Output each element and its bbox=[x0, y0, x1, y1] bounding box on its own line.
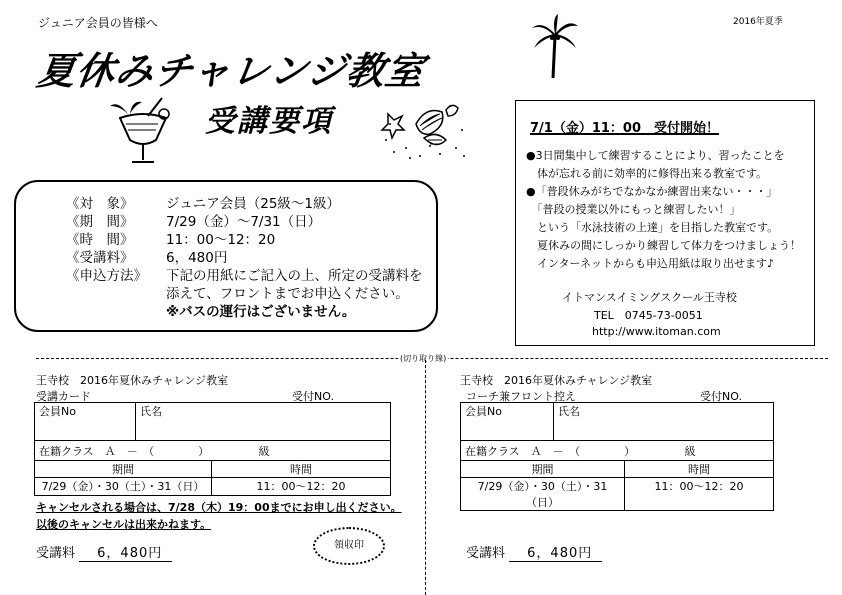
time-value: 11：00～12：20 bbox=[625, 478, 774, 511]
time-value: 11：00～12：20 bbox=[212, 478, 391, 496]
right-receipt-no: 受付NO. bbox=[700, 390, 742, 403]
period-header: 期間 bbox=[35, 461, 212, 478]
time-header: 時間 bbox=[625, 461, 774, 478]
left-fee bbox=[36, 542, 172, 562]
notice-line: インターネットからも申込用紙は取り出せます♪ bbox=[526, 257, 775, 270]
page-subtitle: 受講要項 bbox=[205, 104, 333, 139]
seashell-icon bbox=[380, 100, 468, 160]
info-value: 6，480円 bbox=[166, 250, 228, 266]
left-receipt-no: 受付NO. bbox=[292, 390, 334, 403]
info-apply-continued: 添えて、フロントまでお申込ください。 bbox=[166, 286, 409, 302]
period-header: 期間 bbox=[461, 461, 625, 478]
palm-tree-icon bbox=[530, 14, 580, 80]
info-row-time bbox=[66, 228, 275, 248]
time-header: 時間 bbox=[212, 461, 391, 478]
class-row[interactable]: 在籍クラス Ａ － （ ） 級 bbox=[35, 441, 391, 461]
registration-notice-box bbox=[515, 100, 815, 346]
fee-amount: 6，480円 bbox=[509, 542, 602, 562]
member-no-cell[interactable]: 会員No bbox=[35, 403, 136, 441]
page-title: 夏休みチャレンジ教室 bbox=[34, 49, 428, 93]
school-name: イトマンスイミングスクール王寺校 bbox=[562, 291, 737, 304]
info-label: 《時 間》 bbox=[66, 232, 134, 248]
info-value: 7/29（金）～7/31（日） bbox=[166, 214, 322, 230]
right-form-heading: 王寺校 2016年夏休みチャレンジ教室 bbox=[460, 374, 653, 387]
notice-line: という「水泳技術の上達」を目指した教室です。 bbox=[526, 221, 779, 234]
notice-line: ●「普段休みがちでなかなか練習出来ない・・・」 bbox=[526, 185, 778, 198]
info-row-period bbox=[66, 210, 321, 230]
info-value: ジュニア会員（25級～1級） bbox=[166, 196, 340, 212]
cancel-warning: キャンセルされる場合は、7/28（木）19：00までにお申し出ください。 bbox=[36, 501, 402, 514]
notice-line: 夏休みの間にしっかり練習して体力をつけましょう！ bbox=[526, 239, 801, 252]
receipt-stamp: 領収印 bbox=[313, 527, 385, 565]
cut-line-label: (切り取り線) bbox=[400, 354, 447, 363]
website-url: http://www.itoman.com bbox=[592, 325, 721, 338]
right-registration-table bbox=[460, 402, 774, 511]
tropical-drink-icon bbox=[108, 96, 178, 168]
phone-number: TEL 0745-73-0051 bbox=[594, 309, 703, 322]
fee-label: 受講料 bbox=[36, 546, 76, 561]
period-value: 7/29（金）・30（土）・31（日） bbox=[35, 478, 212, 496]
cancel-warning-2: 以後のキャンセルは出来かねます。 bbox=[36, 518, 212, 531]
period-value: 7/29（金）・30（土）・31（日） bbox=[461, 478, 625, 511]
member-no-cell[interactable]: 会員No bbox=[461, 403, 554, 441]
greeting: ジュニア会員の皆様へ bbox=[38, 16, 158, 30]
right-fee bbox=[466, 542, 602, 562]
left-form-heading: 王寺校 2016年夏休みチャレンジ教室 bbox=[36, 374, 229, 387]
notice-line: 「普段の授業以外にもっと練習したい！」 bbox=[526, 203, 741, 216]
info-label: 《申込方法》 bbox=[66, 268, 147, 284]
info-row-target bbox=[66, 192, 340, 212]
fee-label: 受講料 bbox=[466, 546, 506, 561]
left-registration-table bbox=[34, 402, 391, 496]
fee-amount: 6，480円 bbox=[79, 542, 172, 562]
info-value: 11：00～12：20 bbox=[166, 232, 276, 248]
course-info-box bbox=[14, 180, 438, 332]
info-row-fee bbox=[66, 246, 227, 266]
right-card-label: コーチ兼フロント控え bbox=[466, 390, 576, 403]
notice-line: 体が忘れる前に効率的に修得出来る教室です。 bbox=[526, 167, 768, 180]
info-label: 《期 間》 bbox=[66, 214, 134, 230]
class-row[interactable]: 在籍クラス Ａ － （ ） 級 bbox=[461, 441, 774, 461]
info-label: 《対 象》 bbox=[66, 196, 134, 212]
vertical-cut-line bbox=[425, 360, 426, 595]
info-label: 《受講料》 bbox=[66, 250, 134, 266]
notice-title: 7/1（金）11：00 受付開始！ bbox=[530, 121, 720, 136]
season-label: 2016年夏季 bbox=[733, 17, 783, 27]
notice-line: ●3日間集中して練習することにより、習ったことを bbox=[526, 149, 785, 162]
info-row-apply bbox=[66, 264, 423, 284]
name-cell[interactable]: 氏名 bbox=[554, 403, 774, 441]
left-card-label: 受講カード bbox=[36, 390, 91, 403]
name-cell[interactable]: 氏名 bbox=[136, 403, 391, 441]
bus-note: ※バスの運行はございません。 bbox=[166, 304, 356, 320]
info-value: 下記の用紙にご記入の上、所定の受講料を bbox=[166, 268, 423, 284]
